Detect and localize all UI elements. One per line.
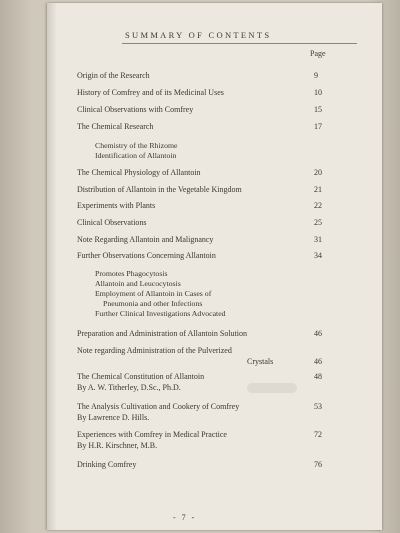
entry-page: 76 bbox=[314, 460, 322, 469]
entry-title: The Chemical Constitution of Allantoin bbox=[77, 372, 205, 381]
entry-title: Distribution of Allantoin in the Vegetable Kingdom bbox=[77, 185, 242, 194]
author-line: By A. W. Titherley, D.Sc., Ph.D. bbox=[77, 383, 181, 392]
sub-entry: Identification of Allantoin bbox=[95, 151, 177, 160]
author-line: By H.R. Kirschner, M.B. bbox=[77, 441, 158, 450]
entry-page: 15 bbox=[314, 105, 322, 114]
entry-title: Further Observations Concerning Allantoin bbox=[77, 251, 216, 260]
entry-title: History of Comfrey and of its Medicinal Uses bbox=[77, 88, 224, 97]
entry-page: 22 bbox=[314, 201, 322, 210]
entry-page: 17 bbox=[314, 122, 322, 131]
entry-page: 46 bbox=[314, 357, 322, 366]
page-fold-shadow bbox=[47, 3, 57, 530]
entry-title: The Analysis Cultivation and Cookery of Comfrey bbox=[77, 402, 240, 411]
entry-page: 46 bbox=[314, 329, 322, 338]
entry-title: Experiences with Comfrey in Medical Practice bbox=[77, 430, 227, 439]
page-title: SUMMARY OF CONTENTS bbox=[125, 30, 272, 40]
entry-title: Preparation and Administration of Allantoin Solution bbox=[77, 329, 247, 338]
sub-entry: Employment of Allantoin in Cases of bbox=[95, 289, 212, 298]
entry-title: Note regarding Administration of the Pulverized bbox=[77, 346, 232, 355]
entry-title: The Chemical Research bbox=[77, 122, 154, 131]
page-column-label: Page bbox=[310, 49, 326, 58]
book-page bbox=[47, 3, 382, 530]
entry-page: 72 bbox=[314, 430, 322, 439]
sub-entry: Promotes Phagocytosis bbox=[95, 269, 168, 278]
entry-page: 9 bbox=[314, 71, 318, 80]
entry-page: 53 bbox=[314, 402, 322, 411]
entry-title: Experiments with Plants bbox=[77, 201, 156, 210]
continuation-crystals: Crystals bbox=[247, 357, 274, 366]
entry-page: 34 bbox=[314, 251, 322, 260]
entry-page: 25 bbox=[314, 218, 322, 227]
entry-title: Note Regarding Allantoin and Malignancy bbox=[77, 235, 214, 244]
entry-page: 48 bbox=[314, 372, 322, 381]
title-rule bbox=[122, 43, 357, 44]
author-line: By Lawrence D. Hills. bbox=[77, 413, 150, 422]
entry-title: Drinking Comfrey bbox=[77, 460, 137, 469]
entry-title: Origin of the Research bbox=[77, 71, 150, 80]
entry-title: The Chemical Physiology of Allantoin bbox=[77, 168, 201, 177]
entry-page: 21 bbox=[314, 185, 322, 194]
sub-entry: Pneumonia and other Infections bbox=[103, 299, 203, 308]
entry-title: Clinical Observations bbox=[77, 218, 147, 227]
page-number: - 7 - bbox=[173, 513, 197, 522]
ink-smudge bbox=[247, 383, 297, 393]
entry-page: 20 bbox=[314, 168, 322, 177]
sub-entry: Further Clinical Investigations Advocated bbox=[95, 309, 226, 318]
sub-entry: Chemistry of the Rhizome bbox=[95, 141, 178, 150]
entry-page: 31 bbox=[314, 235, 322, 244]
sub-entry: Allantoin and Leucocytosis bbox=[95, 279, 181, 288]
entry-page: 10 bbox=[314, 88, 322, 97]
entry-title: Clinical Observations with Comfrey bbox=[77, 105, 194, 114]
